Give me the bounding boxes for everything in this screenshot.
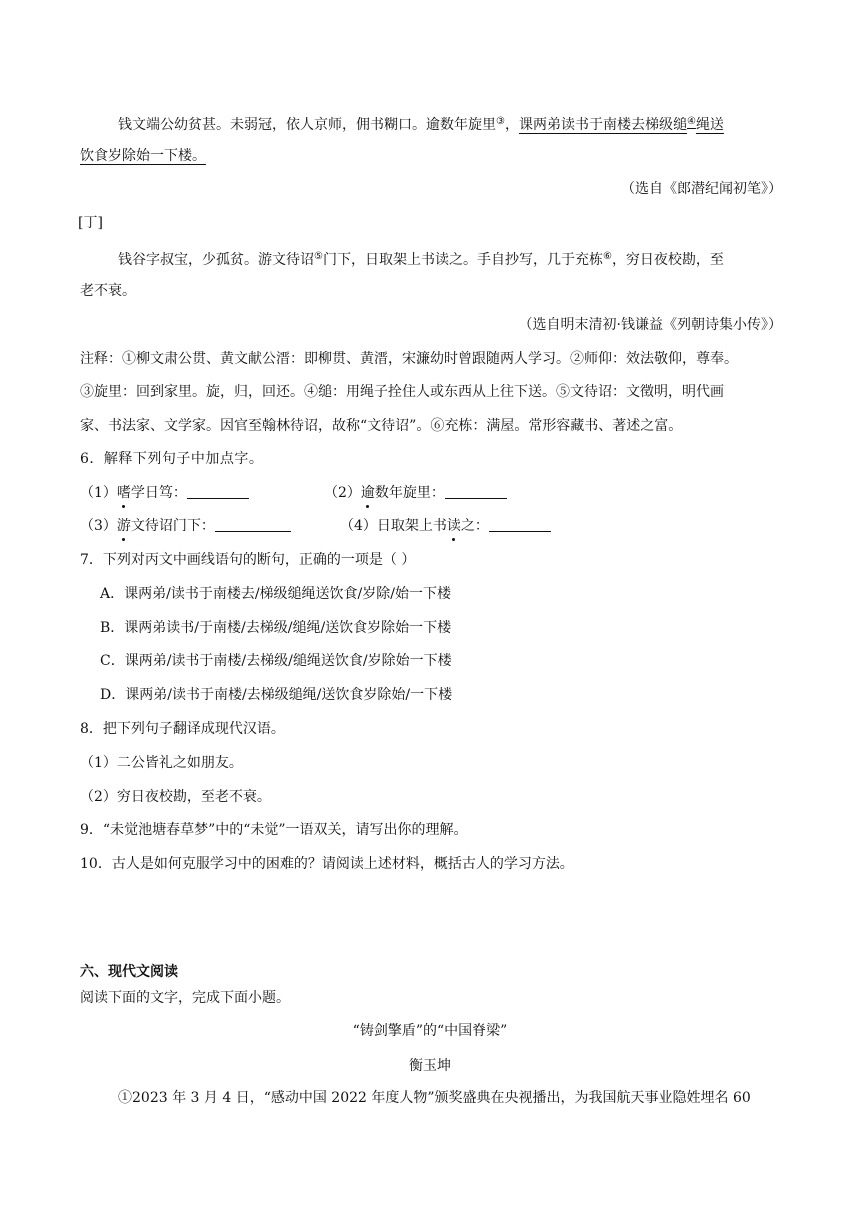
bing-text: 钱文端公幼贫甚。未弱冠，依人京师，佣书糊口。逾数年旋里	[118, 117, 496, 133]
ding-text: ，穷日夜校勘，至	[611, 252, 724, 268]
bing-source: （选自《郎潜纪闻初笔》）	[621, 181, 782, 197]
article-paragraph-1: ①2023 年 3 月 4 日，“感动中国 2022 年度人物”颁奖盛典在央视播出，为我国航天事业隐姓埋名 60	[118, 1090, 751, 1106]
article-title: “铸剑擎盾”的“中国脊梁”	[352, 1023, 508, 1039]
ding-text: 钱谷字叔宝，少孤贫。游文待诏	[118, 252, 314, 268]
item-number: （3）	[80, 518, 117, 534]
q7-option-a[interactable]: A．课两弟/读书于南楼去/梯级缒绳送饮食/岁除/始一下楼	[100, 586, 451, 602]
q6-item-3	[80, 516, 291, 536]
q9-stem: 9．“未觉池塘春草梦”中的“未觉”一语双关，请写出你的理解。	[80, 822, 468, 838]
answer-blank[interactable]	[215, 517, 291, 532]
notes-line-1: 注释：①柳文肃公贯、黄文献公溍：即柳贯、黄溍，宋濂幼时曾跟随两人学习。②师仰：效法敬仰，尊奉。	[80, 351, 738, 367]
note-mark: ⑥	[602, 251, 612, 262]
article-author: 衡玉坤	[409, 1058, 451, 1074]
q8-item-2: （2）穷日夜校勘，至老不衰。	[80, 789, 271, 805]
q8-item-1: （1）二公皆礼之如朋友。	[80, 755, 243, 771]
item-text: 文待诏门下：	[130, 518, 215, 534]
note-mark: ⑤	[314, 251, 323, 262]
underlined-sentence: 饮食岁除始一下楼。	[80, 148, 206, 164]
bing-line-1	[118, 112, 724, 135]
q7-option-b[interactable]: B．课两弟读书/于南楼/去梯级/缒绳/送饮食岁除始一下楼	[100, 620, 452, 636]
notes-line-2: ③旋里：回到家里。旋，归，回还。④缒：用绳子拴住人或东西从上往下送。⑤文待诏：文徵明，明代画	[80, 384, 724, 400]
item-text: （4）日取架上书	[340, 518, 447, 534]
ding-line-1	[118, 247, 724, 270]
q8-stem: 8．把下列句子翻译成现代汉语。	[80, 721, 285, 737]
q6-stem: 6．解释下列句子中加点字。	[80, 451, 264, 467]
q7-option-c[interactable]: C．课两弟/读书于南楼/去梯级/缒绳送饮食/岁除始一下楼	[100, 653, 452, 669]
q6-item-4	[340, 516, 551, 536]
section-heading: 六、现代文阅读	[80, 964, 178, 980]
bing-line-2	[80, 146, 206, 166]
note-mark: ④	[686, 116, 696, 127]
dotted-char: 嗜	[116, 485, 131, 501]
section-instruction: 阅读下面的文字，完成下面小题。	[80, 990, 290, 1006]
q7-option-d[interactable]: D．课两弟/读书于南楼/去梯级缒绳/送饮食岁除始/一下楼	[100, 687, 453, 703]
q6-item-2	[324, 483, 507, 503]
ding-text: 门下，日取架上书读之。手自抄写，几于充栋	[322, 252, 603, 268]
item-text: 数年旋里：	[374, 485, 445, 501]
ding-line-2: 老不衰。	[80, 283, 136, 299]
dotted-char: 读	[446, 518, 461, 534]
q7-stem: 7．下列对丙文中画线语句的断句，正确的一项是（ ）	[80, 552, 416, 568]
underlined-sentence: 绳送	[695, 117, 724, 133]
ding-source: （选自明末清初·钱谦益《列朝诗集小传》）	[518, 317, 782, 333]
item-text: 之：	[460, 518, 489, 534]
ding-label: [丁]	[78, 215, 103, 231]
item-text: 学日笃：	[130, 485, 187, 501]
dotted-char: 逾	[360, 485, 375, 501]
dotted-char: 游	[116, 518, 131, 534]
q6-item-1	[80, 483, 249, 503]
note-mark: ③	[496, 116, 505, 127]
notes-line-3: 家、书法家、文学家。因官至翰林待诏，故称“文待诏”。⑥充栋：满屋。常形容藏书、著述之富。	[80, 418, 683, 434]
bing-comma: ，	[504, 117, 519, 133]
answer-blank[interactable]	[187, 484, 249, 499]
underlined-sentence: 课两弟读书于南楼去梯级缒	[518, 117, 687, 133]
item-number: （2）	[324, 485, 361, 501]
q10-stem: 10．古人是如何克服学习中的困难的？请阅读上述材料，概括古人的学习方法。	[80, 856, 574, 872]
item-number: （1）	[80, 485, 117, 501]
answer-blank[interactable]	[445, 484, 507, 499]
answer-blank[interactable]	[489, 517, 551, 532]
